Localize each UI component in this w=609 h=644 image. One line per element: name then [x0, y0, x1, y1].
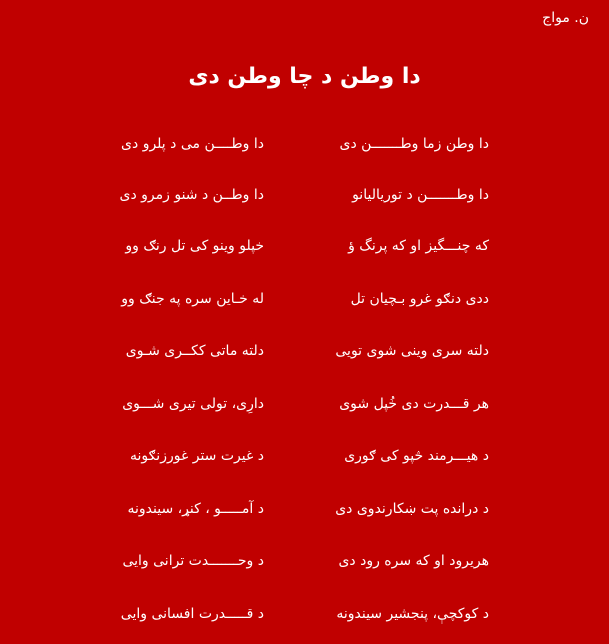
second-hemistich: خپلو وینو کی تل رنګ وو: [125, 238, 264, 254]
second-hemistich: د قـــــدرت افسانی وایی: [120, 606, 264, 622]
first-hemistich: ددی دنګو غرو بـچیان تل: [350, 291, 489, 307]
first-hemistich: دا وطن زما وطـــــــن دی: [339, 136, 489, 152]
couplet: [0, 277, 609, 317]
couplet: [0, 487, 609, 527]
second-hemistich: دا وطــن د شنو زمرو دی: [119, 187, 264, 203]
couplet: [0, 539, 609, 579]
first-hemistich: دا وطـــــــن د توریالیانو: [352, 187, 489, 203]
second-hemistich: دا وطــــن می د پلرو دی: [121, 136, 264, 152]
second-hemistich: دلته ماتی ککــری شـوی: [125, 343, 264, 359]
couplet: [0, 592, 609, 632]
first-hemistich: دلته سری وینی شوی تویی: [335, 343, 489, 359]
couplet: [0, 122, 609, 162]
second-hemistich: له خـاین سره په جنګ وو: [121, 291, 264, 307]
couplet: [0, 329, 609, 369]
first-hemistich: د درانده پت ښکارندوی دی: [335, 501, 489, 517]
first-hemistich: هر قـــدرت دی خُپل شوی: [339, 396, 489, 412]
first-hemistich: د کوکچې، پنجشیر سیندونه: [336, 606, 489, 622]
couplet: [0, 173, 609, 213]
first-hemistich: د هیـــرمند څپو کی ګوری: [344, 448, 489, 464]
author-name: ن. مواج: [542, 10, 589, 26]
second-hemistich: دارِی، تولی تیری شـــوی: [122, 396, 264, 412]
first-hemistich: هریرود او که سره رود دی: [338, 553, 489, 569]
second-hemistich: د وحـــــــدت ترانی وایی: [122, 553, 264, 569]
first-hemistich: که چنـــگیز او که پرنگ ؤ: [348, 238, 489, 254]
second-hemistich: د آمـــــو ، کنړ، سیندونه: [127, 501, 264, 517]
poem-body: [0, 122, 609, 632]
couplet: [0, 434, 609, 474]
second-hemistich: د غیرت ستر غورزنګونه: [129, 448, 264, 464]
couplet: [0, 382, 609, 422]
poem-title: دا وطن د چا وطن دی: [188, 64, 421, 89]
couplet: [0, 224, 609, 264]
